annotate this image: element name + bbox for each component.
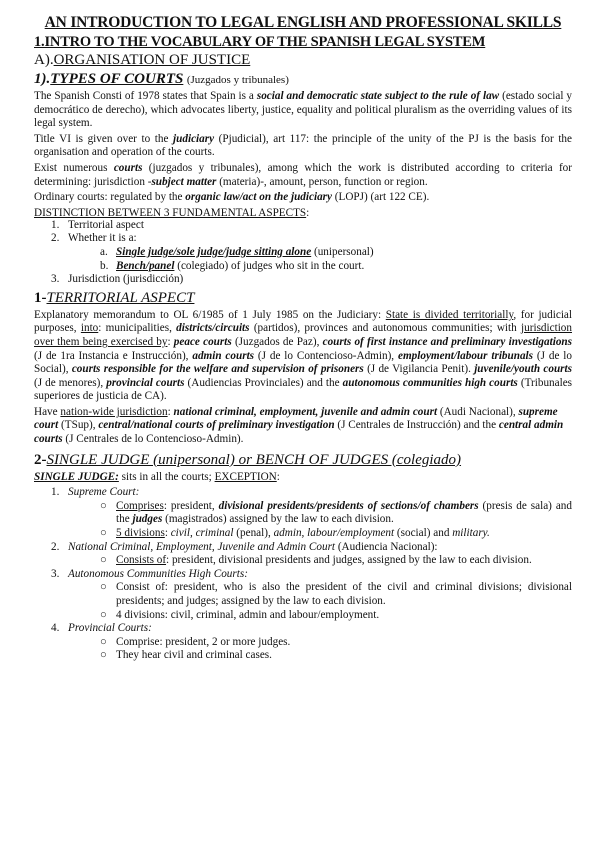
subsection-a-heading <box>34 52 572 69</box>
judge-type-list <box>68 246 572 273</box>
exception-list <box>34 486 572 663</box>
types-num: 1). <box>34 71 51 87</box>
list-item: b. Bench/panel (colegiado) of judges who sit in the court. <box>100 259 365 272</box>
list-item: 3. Autonomous Communities High Courts: ○ Consist of: president, who is also the president of the civil and criminal divisions; divisional presidents; and judges; assigned by the law to each division. ○ 4 divisions: civil, criminal, admin and labour/employment. <box>51 567 572 621</box>
paragraph-nationwide: Have nation-wide jurisdiction: national criminal, employment, juvenile and admin court (Audi Nacional), supreme court (TSup), central/national courts of preliminary investigation (J Centrales de Instrucción) and the central admin courts (J Centrales de lo Contencioso-Admin). <box>34 405 564 446</box>
subsection-a-text: ORGANISATION OF JUSTICE <box>53 52 251 68</box>
sublist <box>68 636 572 663</box>
paragraph-territorial: Explanatory memorandum to OL 6/1985 of 1 July 1985 on the Judiciary: State is divided territorially, for judicial purposes, into: municipalities, districts/circuits (partidos), provinces and autonomous communities; with jurisdiction over them being exercised by: peace courts (Juzgados de Paz), courts of first instance and preliminary investigations (J de 1ra Instancia e Instrucción), admin courts (J de lo Contencioso-Admin), employment/labour tribunals (J de lo Social), courts responsible for the welfare and supervision of prisoners (J de Vigilancia Penit). juvenile/youth courts (J de menores), provincial courts (Audiencias Provinciales) and the autonomous communities high courts (Tribunales superiores de justicia de CA). <box>34 308 573 403</box>
list-item: ○ Consists of: president, divisional presidents and judges, assigned by the law to each division. <box>100 554 532 567</box>
list-item: ○ Comprises: president, divisional presidents/presidents of sections/of chambers (presis de sala) and the judges (magistrados) assigned by the law to each division. <box>100 499 572 526</box>
types-paren: (Juzgados y tribunales) <box>186 74 289 86</box>
paragraph-single-judge: SINGLE JUDGE: sits in all the courts; EXCEPTION: <box>34 470 280 483</box>
types-title: TYPES OF COURTS <box>50 71 184 87</box>
list-item: ○ Comprise: president, 2 or more judges. <box>100 635 291 648</box>
list-item: 1. Supreme Court: ○ Comprises: president, divisional presidents/presidents of sections/of chambers (presis de sala) and the judges (magistrados) assigned by the law to each division. ○ 5 divisions: civil, criminal (penal), admin, labour/employment (social) and military. <box>51 486 572 540</box>
paragraph-courts-criteria: Exist numerous courts (juzgados y tribunales), among which the work is distributed according to criteria for determining: jurisdiction -subject matter (materia)-, amount, person, function or region. <box>34 161 573 188</box>
territorial-aspect-heading: 1-TERRITORIAL ASPECT <box>34 289 195 306</box>
list-item: ○ 4 divisions: civil, criminal, admin and labour/employment. <box>100 608 380 621</box>
list-item: ○ They hear civil and criminal cases. <box>100 649 272 662</box>
list-item: 2. Whether it is a: a. Single judge/sole judge/judge sitting alone (unipersonal) b. Bench/panel (colegiado) of judges who sit in the court. <box>68 232 572 273</box>
list-item: ○ 5 divisions: civil, criminal (penal), admin, labour/employment (social) and military. <box>100 527 490 540</box>
document-title: AN INTRODUCTION TO LEGAL ENGLISH AND PROFESSIONAL SKILLS <box>44 14 562 31</box>
sublist <box>68 500 572 541</box>
paragraph-constitution: The Spanish Consti of 1978 states that Spain is a social and democratic state subject to the rule of law (estado social y democrático de derecho), which advocates liberty, justice, equality and political pluralism as the overriding values of its legal system. <box>34 90 573 130</box>
types-of-courts-heading <box>34 71 572 88</box>
list-item: 1. Territorial aspect <box>51 218 144 231</box>
paragraph-title-vi: Title VI is given over to the judiciary (Pjudicial), art 117: the principle of the unity of the PJ is the basis for the organisation and operation of the courts. <box>34 132 572 159</box>
paragraph-ordinary-courts: Ordinary courts: regulated by the organic law/act on the judiciary (LOPJ) (art 122 CE). <box>34 191 430 204</box>
list-item: a. Single judge/sole judge/judge sitting alone (unipersonal) <box>100 245 374 258</box>
list-item: 2. National Criminal, Employment, Juvenile and Admin Court (Audiencia Nacional): ○ Consists of: president, divisional presidents and judges, assigned by the law to each division. <box>68 541 572 568</box>
single-judge-heading: 2-SINGLE JUDGE (unipersonal) or BENCH OF JUDGES (colegiado) <box>34 451 462 468</box>
list-item: 4. Provincial Courts: ○ Comprise: president, 2 or more judges. ○ They hear civil and criminal cases. <box>68 622 572 663</box>
sublist <box>68 554 572 568</box>
subsection-a-prefix: A). <box>34 52 54 68</box>
section-1-heading: 1.INTRO TO THE VOCABULARY OF THE SPANISH LEGAL SYSTEM <box>34 34 486 50</box>
list-item: ○ Consist of: president, who is also the president of the civil and criminal divisions; divisional presidents; and judges; assigned by the law to each division. <box>100 581 572 607</box>
aspects-list <box>34 219 572 287</box>
distinction-heading: DISTINCTION BETWEEN 3 FUNDAMENTAL ASPECTS: <box>34 206 310 219</box>
list-item: 3. Jurisdiction (jurisdicción) <box>51 273 184 286</box>
sublist <box>68 581 572 622</box>
